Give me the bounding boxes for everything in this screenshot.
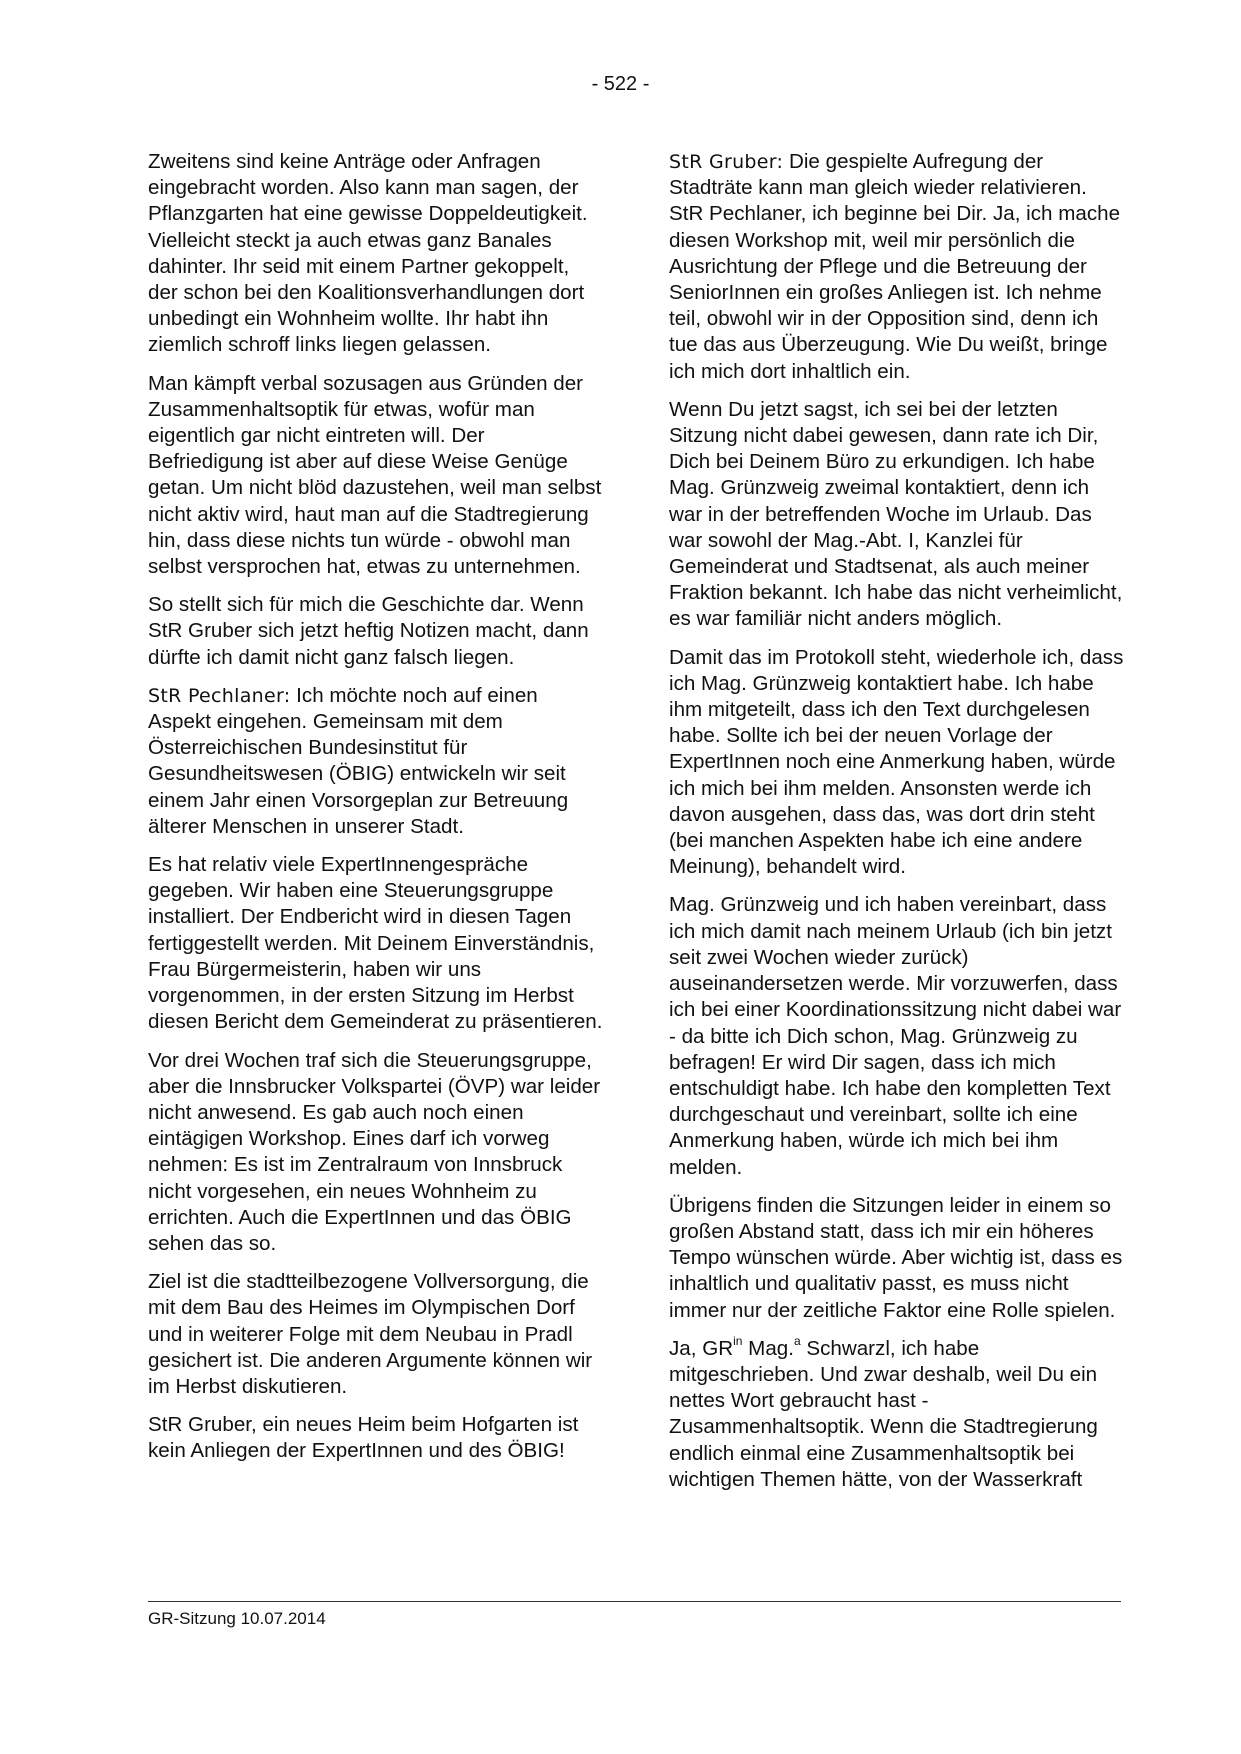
speech-text: Schwarzl, ich habe mitgeschrieben. Und zwar deshalb, weil Du ein nettes Wort gebraucht hast - Zusammenhaltsoptik. Wenn die Stadtregierung endlich einmal eine Zusammenhaltsoptik bei wichtigen Themen hätte, von der Wasserkraft — [669, 1336, 1098, 1491]
speech-text: Mag. — [742, 1336, 794, 1360]
speech-text: Die gespielte Aufregung der Stadträte kann man gleich wieder relativieren. StR Pechlaner, ich beginne bei Dir. Ja, ich mache diesen Workshop mit, weil mir persönlich die Ausrichtung der Pflege und die Betreuung der SeniorInnen ein großes Anliegen ist. Ich nehme teil, obwohl wir in der Opposition sind, denn ich tue das aus Überzeugung. Wie Du weißt, bringe ich mich dort inhaltlich ein. — [669, 150, 1121, 383]
paragraph: Es hat relativ viele ExpertInnengespräche gegeben. Wir haben eine Steuerungsgruppe installiert. Der Endbericht wird in diesen Tagen fertiggestellt werden. Mit Deinem Einverständnis, Frau Bürgermeisterin, haben wir uns vorgenommen, in der ersten Sitzung im Herbst diesen Bericht dem Gemeinderat zu präsentieren. — [148, 853, 603, 1034]
speaker-name: StR Gruber: — [669, 151, 784, 173]
superscript: in — [733, 1333, 743, 1348]
paragraph — [669, 1333, 1124, 1493]
paragraph — [148, 683, 603, 840]
paragraph: Vor drei Wochen traf sich die Steuerungsgruppe, aber die Innsbrucker Volkspartei (ÖVP) war leider nicht anwesend. Es gab auch noch einen eintägigen Workshop. Eines darf ich vorweg nehmen: Es ist im Zentralraum von Innsbruck nicht vorgesehen, ein neues Wohnheim zu errichten. Auch die ExpertInnen und das ÖBIG sehen das so. — [148, 1048, 601, 1255]
footer-divider — [148, 1601, 1121, 1602]
paragraph: StR Gruber, ein neues Heim beim Hofgarten ist kein Anliegen der ExpertInnen und des ÖBIG! — [148, 1413, 579, 1463]
speech-text: Ich möchte noch auf einen Aspekt eingehen. Gemeinsam mit dem Österreichischen Bundesinstitut für Gesundheitswesen (ÖBIG) entwickeln wir seit einem Jahr einen Vorsorgeplan zur Betreuung älterer Menschen in unserer Stadt. — [148, 683, 569, 838]
paragraph: Zweitens sind keine Anträge oder Anfragen eingebracht worden. Also kann man sagen, der Pflanzgarten hat eine gewisse Doppeldeutigkeit. Vielleicht steckt ja auch etwas ganz Banales dahinter. Ihr seid mit einem Partner gekoppelt, der schon bei den Koalitionsverhandlungen dort unbedingt ein Wohnheim wollte. Ihr habt ihn ziemlich schroff links liegen gelassen. — [148, 150, 588, 357]
right-column — [669, 149, 1124, 1505]
paragraph: Man kämpft verbal sozusagen aus Gründen der Zusammenhaltsoptik für etwas, wofür man eigentlich gar nicht eintreten will. Der Befriedigung ist aber auf diese Weise Genüge getan. Um nicht blöd dazustehen, weil man selbst nicht aktiv wird, haut man auf die Stadtregierung hin, dass diese nichts tun würde - obwohl man selbst versprochen hat, etwas zu unternehmen. — [148, 371, 602, 579]
paragraph — [669, 149, 1124, 385]
paragraph: Damit das im Protokoll steht, wiederhole ich, dass ich Mag. Grünzweig kontaktiert habe. Ich habe ihm mitgeteilt, dass ich den Text durchgelesen habe. Sollte ich bei der neuen Vorlage der ExpertInnen noch eine Anmerkung haben, würde ich mich bei ihm melden. Ansonsten werde ich davon ausgehen, dass das, was dort drin steht (bei manchen Aspekten habe ich eine andere Meinung), behandelt wird. — [669, 645, 1124, 879]
speech-text: Ja, GR — [669, 1336, 734, 1360]
paragraph: Übrigens finden die Sitzungen leider in einem so großen Abstand statt, dass ich mir ein höheres Tempo wünschen würde. Aber wichtig ist, dass es inhaltlich und qualitativ passt, es muss nicht immer nur der zeitliche Faktor eine Rolle spielen. — [669, 1193, 1123, 1322]
paragraph: Mag. Grünzweig und ich haben vereinbart, dass ich mich damit nach meinem Urlaub (ich bin jetzt seit zwei Wochen wieder zurück) auseinandersetzen werde. Mir vorzuwerfen, dass ich bei einer Koordinationssitzung nicht dabei war - da bitte ich Dich schon, Mag. Grünzweig zu befragen! Er wird Dir sagen, dass ich mich entschuldigt habe. Ich habe den kompletten Text durchgeschaut und vereinbart, sollte ich eine Anmerkung haben, würde ich mich bei ihm melden. — [669, 893, 1122, 1179]
page-number: - 522 - — [591, 73, 650, 95]
paragraph: So stellt sich für mich die Geschichte dar. Wenn StR Gruber sich jetzt heftig Notizen macht, dann dürfte ich damit nicht ganz falsch liegen. — [148, 593, 589, 669]
superscript: a — [793, 1333, 801, 1348]
left-column — [148, 149, 603, 1477]
paragraph: Wenn Du jetzt sagst, ich sei bei der letzten Sitzung nicht dabei gewesen, dann rate ich Dir, Dich bei Deinem Büro zu erkundigen. Ich habe Mag. Grünzweig zweimal kontaktiert, denn ich war in der betreffenden Woche im Urlaub. Das war sowohl der Mag.-Abt. I, Kanzlei für Gemeinderat und Stadtsenat, als auch meiner Fraktion bekannt. Ich habe das nicht verheimlicht, es war familiär nicht anders möglich. — [669, 397, 1123, 631]
footer-session-date: GR-Sitzung 10.07.2014 — [148, 1609, 326, 1628]
speaker-name: StR Pechlaner: — [148, 684, 291, 707]
paragraph: Ziel ist die stadtteilbezogene Vollversorgung, die mit dem Bau des Heimes im Olympischen Dorf und in weiterer Folge mit dem Neubau in Pradl gesichert ist. Die anderen Argumente können wir im Herbst diskutieren. — [148, 1270, 593, 1398]
